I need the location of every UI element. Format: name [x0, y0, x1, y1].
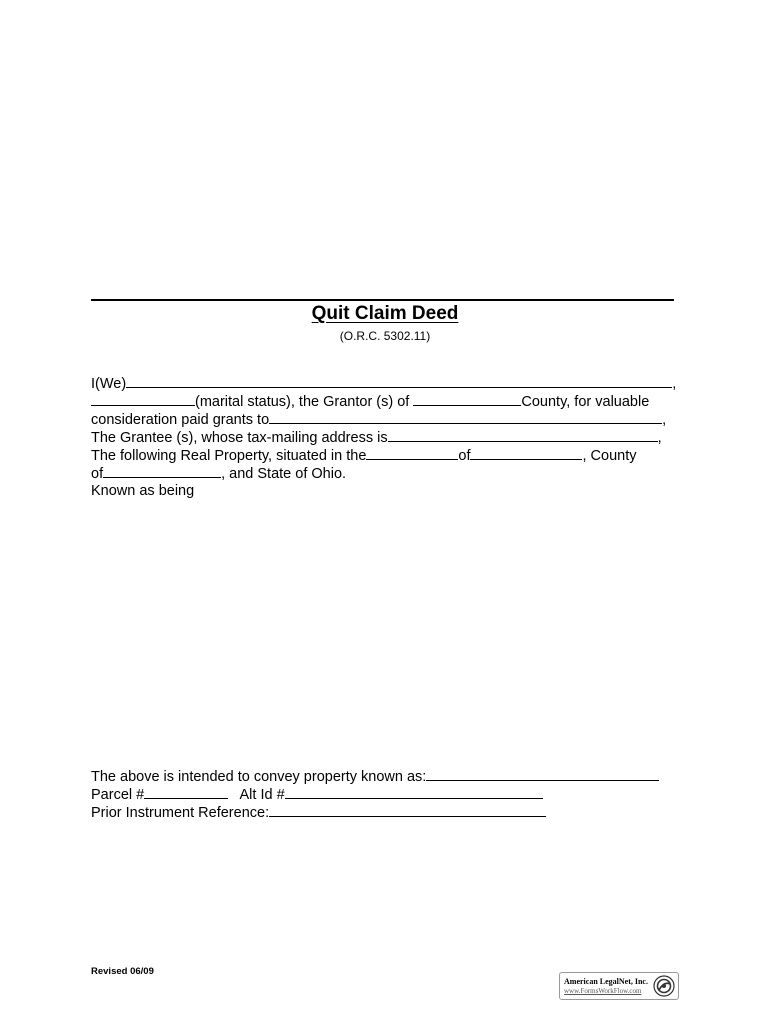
grantor-name-field[interactable]	[126, 374, 672, 388]
parcel-number-field[interactable]	[144, 785, 228, 799]
statute-reference: (O.R.C. 5302.11)	[339, 329, 431, 343]
marital-status-field[interactable]	[91, 392, 195, 406]
municipality-name-field[interactable]	[470, 446, 582, 460]
publisher-name: American LegalNet, Inc.	[564, 977, 648, 986]
publisher-logo	[559, 972, 679, 1000]
grantor-line: I(We) ,	[91, 376, 677, 392]
county-state-line: of , and State of Ohio.	[91, 466, 347, 482]
publisher-url[interactable]: www.FormsWorkFlow.com	[564, 987, 642, 995]
grantee-address-field[interactable]	[388, 428, 658, 442]
prior-instrument-line: Prior Instrument Reference:	[91, 803, 546, 822]
grantee-name-field[interactable]	[269, 410, 662, 424]
parcel-line: Parcel # Alt Id #	[91, 785, 543, 804]
municipality-type-field[interactable]	[366, 446, 458, 460]
globe-logo-icon	[653, 975, 675, 997]
document-title: Quit Claim Deed	[311, 303, 459, 324]
legal-description-label: Known as being	[91, 483, 195, 499]
marital-status-line: (marital status), the Grantor (s) of County, for valuable	[91, 392, 649, 411]
property-county-field[interactable]	[103, 464, 221, 478]
grantee-address-line: The Grantee (s), whose tax-mailing address is ,	[91, 430, 662, 446]
prior-instrument-field[interactable]	[269, 803, 546, 817]
revision-date: Revised 06/09	[91, 966, 154, 977]
grantor-county-field[interactable]	[413, 392, 521, 406]
alt-id-field[interactable]	[285, 785, 543, 799]
consideration-line: consideration paid grants to ,	[91, 412, 667, 428]
header-rule	[91, 299, 674, 301]
property-address-field[interactable]	[426, 767, 659, 781]
property-known-as-line: The above is intended to convey property known as:	[91, 767, 659, 786]
property-location-line: The following Real Property, situated in the of , County	[91, 448, 637, 464]
